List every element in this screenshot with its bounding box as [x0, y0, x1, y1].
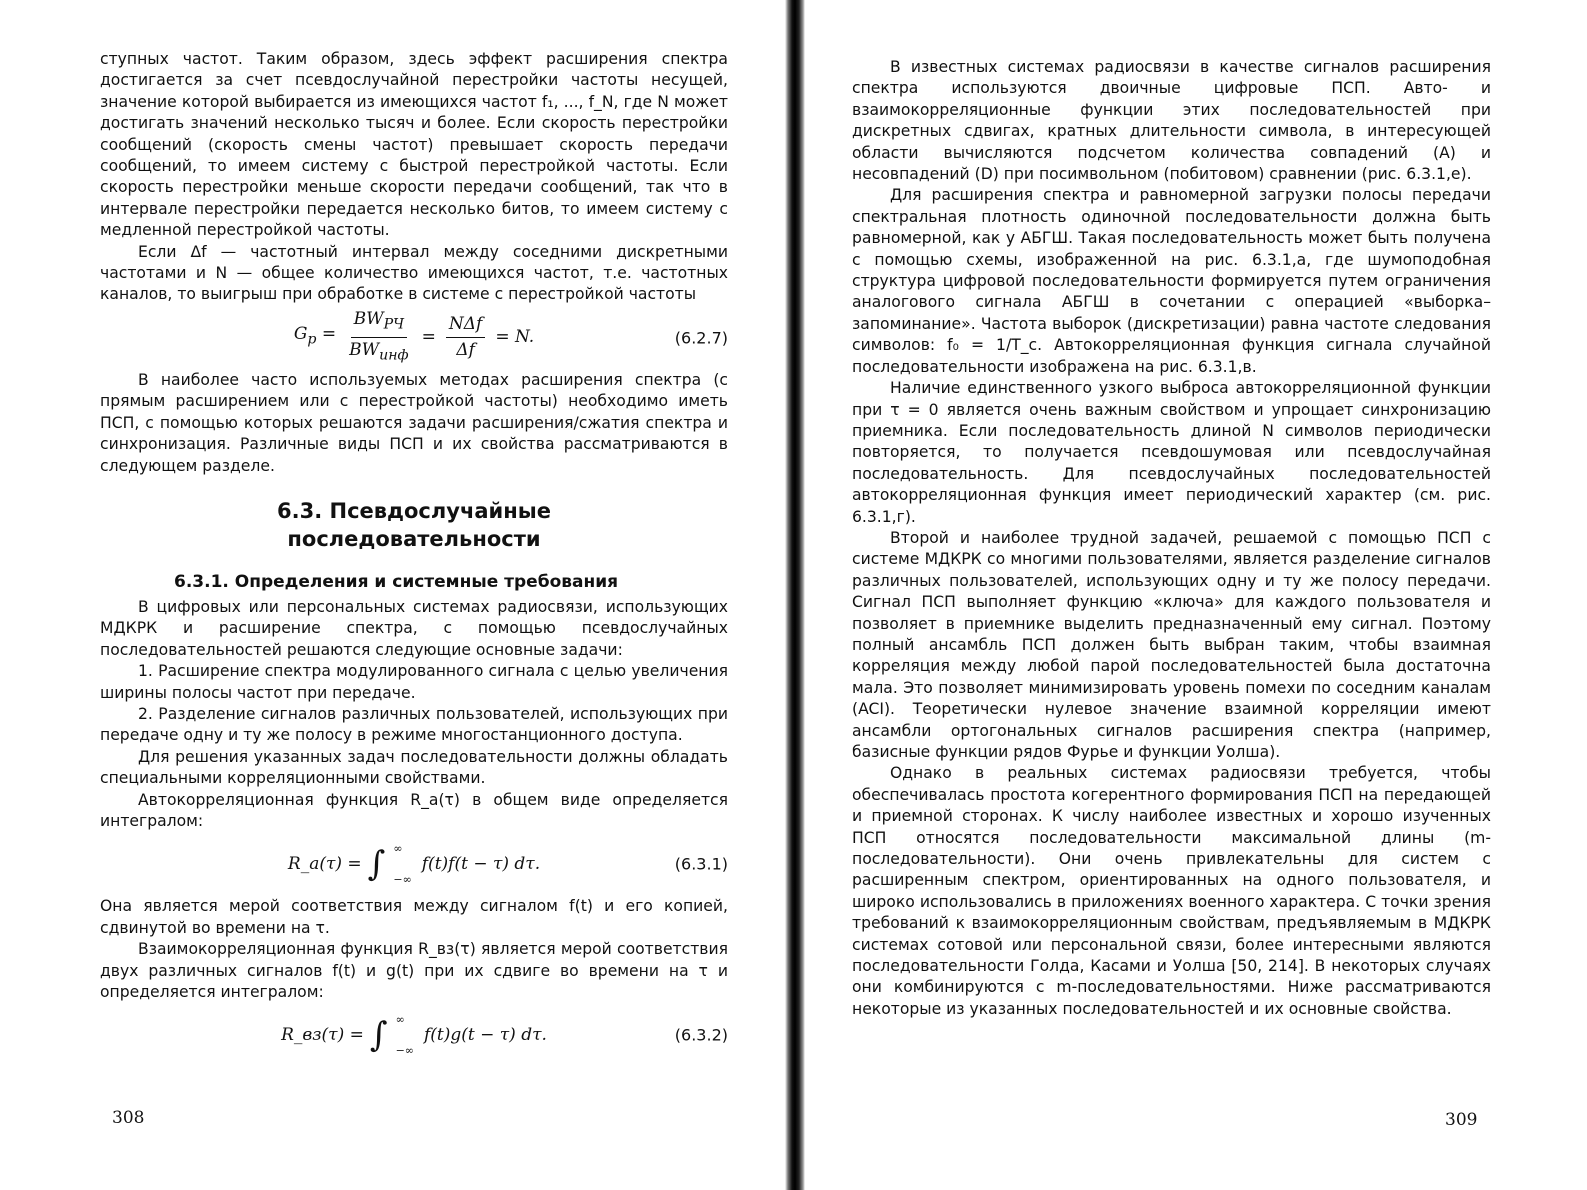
integrand: f(t)f(t − τ) dτ.	[421, 853, 541, 874]
paragraph: Наличие единственного узкого выброса автокорреляционной функции при τ = 0 является очень важным свойством и упрощает синхронизацию приемника. Если последовательность длиной N символов периодически повторяется, то получается псевдошумовая или псевдослучайная последовательность. Для псевдослучайных последовательностей автокорреляционная функция имеет периодический характер (см. рис. 6.3.1,г).	[852, 379, 1491, 526]
eq-rhs: = N.	[495, 327, 535, 348]
page-number: 309	[1445, 1110, 1478, 1130]
paragraph: Для решения указанных задач последовательности должны обладать специальными корреляционными свойствами.	[100, 747, 728, 788]
paragraph: Если Δf — частотный интервал между соседними дискретными частотами и N — общее количество имеющихся частот, т.е. частотных каналов, то выигрыш при обработке в системе с перестройкой частоты	[100, 242, 728, 304]
frac-bottom: BW	[349, 340, 380, 361]
eq-lhs-sub: p	[307, 331, 317, 348]
list-item: 2. Разделение сигналов различных пользователей, использующих при передаче одну и ту же полосу в режиме многостанционного доступа.	[100, 704, 728, 745]
frac-top: NΔf	[446, 314, 485, 338]
frac-top: BW	[353, 308, 384, 329]
paragraph: Однако в реальных системах радиосвязи требуется, чтобы обеспечивалась простота когерентного формирования ПСП на передающей и приемной сторонах. К числу наиболее известных и хорошо изученных ПСП относятся последовательности максимальной длины (m-последовательности). Они очень привлекательны для систем с расширенным спектром, ориентированных на одного пользователя, и широко использовались в приложениях военного характера. С точки зрения требований к взаимокорреляционным свойствам, предъявляемым в МДКРК системах сотовой или персональной связи, более интересными являются последовательности Голда, Касами и Уолша [50, 214]. В некоторых случаях они комбинируются с m-последовательностями. Ниже рассматриваются некоторые из указанных последовательностей и их основные свойства.	[852, 764, 1491, 1018]
paragraph: Взаимокорреляционная функция R_вз(τ) является мерой соответствия двух различных сигналов f(t) и g(t) при их сдвиге во времени на τ и определяется интегралом:	[100, 940, 728, 1001]
right-page	[805, 0, 1587, 1190]
eq-lhs: G	[293, 324, 308, 345]
eq-lhs: R_a(τ) =	[287, 853, 362, 874]
list-item: 1. Расширение спектра модулированного сигнала с целью увеличения ширины полосы частот при передаче.	[100, 662, 728, 702]
equation-6-3-1	[100, 832, 728, 896]
paragraph: В наиболее часто используемых методах расширения спектра (с прямым расширением или с перестройкой частоты) необходимо иметь ПСП, с помощью которых решаются задачи расширения/сжатия спектра и синхронизация. Различные виды ПСП и их свойства рассматриваются в следующем разделе.	[100, 370, 728, 475]
paragraph: Автокорреляционная функция R_a(τ) в общем виде определяется интегралом:	[100, 790, 728, 830]
equation-number: (6.3.1)	[674, 854, 728, 874]
fraction-bandwidth	[346, 309, 412, 368]
section-title-line: 6.3. Псевдослучайные	[277, 498, 551, 523]
equation-number: (6.3.2)	[674, 1025, 728, 1045]
frac-bottom-sub: инф	[379, 347, 409, 364]
frac-bottom: Δf	[456, 340, 475, 361]
section-title-line: последовательности	[287, 526, 541, 551]
eq-lhs: R_вз(τ) =	[281, 1024, 364, 1045]
fraction-frequency	[446, 314, 485, 362]
left-text-column	[100, 49, 728, 1067]
paragraph: В известных системах радиосвязи в качестве сигналов расширения спектра используются двоичные цифровые ПСП. Авто- и взаимокорреляционные функции этих последовательностей при дискретных сдвигах, кратных длительности символа, в интересующей области вычисляются подсчетом количества совпадений (A) и несовпадений (D) при посимвольном (побитовом) сравнении (рис. 6.3.1,е).	[852, 58, 1491, 184]
integral-sign: ∫	[369, 1015, 388, 1056]
equation-6-3-2	[100, 1003, 728, 1067]
lower-limit: −∞	[395, 1044, 414, 1057]
integrand: f(t)g(t − τ) dτ.	[423, 1024, 547, 1045]
paragraph: Для расширения спектра и равномерной загрузки полосы передачи спектральная плотность одиночной последовательности должна быть равномерной, как у АБГШ. Такая последовательность может быть получена с помощью схемы, изображенной на рис. 6.3.1,а, где шумоподобная структура цифровой последовательности формируется путем ограничения аналогового сигнала АБГШ в сочетании с операцией «выборка–запоминание». Частота выборок (дискретизации) равна частоте следования символов: f₀ = 1/T_c. Автокорреляционная функция сигнала случайной последовательности изображена на рис. 6.3.1,в.	[852, 186, 1491, 376]
equation-number: (6.2.7)	[674, 328, 728, 348]
equation-6-2-7: $G_p$ = $\frac{BW_{РЧ}}{BW_{инф}}$ = $\frac{\text{NΔf}}{\Delta f}$ = N. (6.2.7)	[100, 306, 728, 370]
upper-limit: ∞	[395, 1013, 405, 1027]
lower-limit: −∞	[393, 872, 412, 886]
integral-limits	[396, 1009, 414, 1061]
paragraph: Она является мерой соответствия между сигналом f(t) и его копией, сдвинутой во времени на τ.	[100, 897, 728, 937]
left-page	[0, 0, 785, 1190]
integral-sign: ∫	[367, 844, 386, 885]
subsection-title: 6.3.1. Определения и системные требования	[174, 571, 619, 592]
book-spine-gutter	[785, 0, 805, 1190]
upper-limit: ∞	[393, 842, 403, 856]
page-number: 308	[112, 1108, 145, 1128]
integral-limits	[393, 838, 411, 890]
paragraph: ступных частот. Таким образом, здесь эффект расширения спектра достигается за счет псевдослучайной перестройки частоты несущей, значение которой выбирается из имеющихся частот f₁, ..., f_N, где N может достигать значений несколько тысяч и более. Если скорость перестройки сообщений (скорость смены частот) превышает скорость передачи сообщений, то имеем систему с быстрой перестройкой частоты. Если скорость перестройки меньше скорости передачи сообщений, так что в интервале перестройки передается несколько битов, то имеем систему с медленной перестройкой частоты.	[100, 50, 728, 240]
paragraph: В цифровых или персональных системах радиосвязи, использующих МДКРК и расширение спектра, с помощью псевдослучайных последовательностей решаются следующие основные задачи:	[100, 597, 728, 659]
frac-top-sub: РЧ	[383, 315, 405, 332]
right-text-column	[852, 57, 1491, 1020]
section-title	[100, 497, 728, 553]
paragraph: Второй и наиболее трудной задачей, решаемой с помощью ПСП с системе МДКРК со многими пользователями, является разделение сигналов различных пользователей, использующих одну и ту же полосу передачи. Сигнал ПСП выполняет функцию «ключа» для каждого пользователя и позволяет в приемнике выделить предназначенный ему сигнал. Поэтому полный ансамбль ПСП должен быть выбран таким, чтобы взаимная корреляция между любой парой последовательностей была достаточна мала. Это позволяет минимизировать уровень помехи по соседним каналам (ACI). Теоретически нулевое значение взаимной корреляции имеют ансамбли ортогональных сигналов расширения спектра (например, базисные функции рядов Фурье и функции Уолша).	[852, 528, 1491, 761]
